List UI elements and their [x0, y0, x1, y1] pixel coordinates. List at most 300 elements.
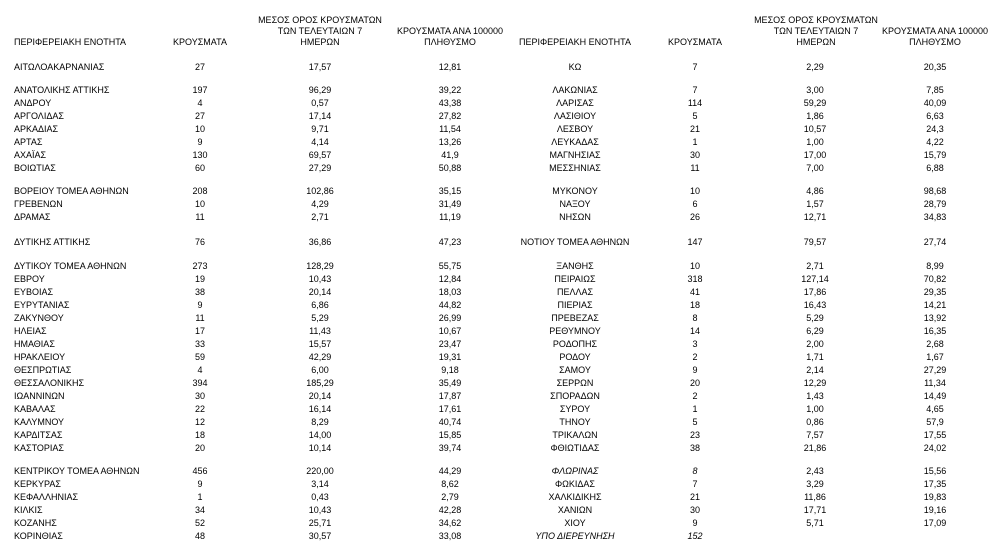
per100k-value: 12,81 [438, 62, 462, 72]
per100k-value: 44,29 [438, 466, 462, 476]
cases-value: 11 [195, 212, 205, 222]
header-cases-left: ΚΡΟΥΣΜΑΤΑ [173, 37, 227, 47]
cases-value: 20 [689, 378, 700, 388]
table-row [0, 123, 1002, 136]
region-name: ΕΥΒΟΙΑΣ [14, 287, 54, 297]
per100k-value: 39,22 [438, 85, 462, 95]
avg7-value: 3,14 [311, 479, 329, 489]
region-name: ΔΡΑΜΑΣ [14, 212, 51, 222]
avg7-value: 1,00 [806, 404, 824, 414]
per100k-value: 29,35 [923, 287, 947, 297]
table-row [0, 260, 1002, 273]
cases-value: 273 [192, 261, 208, 271]
per100k-value: 12,84 [438, 274, 462, 284]
avg7-value: 10,57 [803, 124, 827, 134]
avg7-value: 6,00 [311, 365, 329, 375]
region-name: ΛΕΣΒΟΥ [556, 124, 594, 134]
cases-value: 30 [689, 505, 700, 515]
region-name: ΘΕΣΠΡΩΤΙΑΣ [14, 365, 72, 375]
avg7-value: 11,43 [309, 326, 331, 336]
region-name: ΑΙΤΩΛΟΑΚΑΡΝΑΝΙΑΣ [14, 62, 105, 72]
avg7-value: 1,86 [806, 111, 824, 121]
per100k-value: 11,34 [924, 378, 946, 388]
per100k-value: 18,03 [438, 287, 462, 297]
avg7-value: 8,29 [311, 417, 329, 427]
per100k-value: 13,26 [438, 137, 462, 147]
avg7-value: 128,29 [306, 261, 334, 271]
per100k-value: 40,09 [923, 98, 947, 108]
avg7-value: 0,57 [311, 98, 329, 108]
avg7-value: 2,14 [806, 365, 824, 375]
per100k-value: 4,22 [926, 137, 944, 147]
cases-value: 10 [689, 261, 700, 271]
region-name: ΗΡΑΚΛΕΙΟΥ [14, 352, 66, 362]
cases-value: 114 [687, 98, 703, 108]
per100k-value: 19,31 [438, 352, 462, 362]
region-name: ΡΟΔΟΥ [559, 352, 591, 362]
region-name: ΙΩΑΝΝΙΝΩΝ [14, 391, 65, 401]
region-name: ΣΠΟΡΑΔΩΝ [550, 391, 600, 401]
per100k-value: 35,15 [438, 186, 462, 196]
cases-value: 26 [689, 212, 700, 222]
per100k-value: 17,09 [923, 518, 947, 528]
table-row [0, 84, 1002, 97]
region-name: ΚΑΡΔΙΤΣΑΣ [14, 430, 63, 440]
header-avg7-left: ΜΕΣΟΣ ΟΡΟΣ ΚΡΟΥΣΜΑΤΩΝ ΤΩΝ ΤΕΛΕΥΤΑΙΩΝ 7 ΗΜΕΡΩΝ [258, 15, 382, 47]
avg7-value: 5,29 [806, 313, 824, 323]
table-row [0, 416, 1002, 429]
per100k-value: 11,54 [439, 124, 461, 134]
per100k-value: 17,55 [923, 430, 947, 440]
region-name: ΚΟΖΑΝΗΣ [14, 518, 57, 528]
avg7-value: 3,00 [806, 85, 824, 95]
avg7-value: 17,86 [803, 287, 827, 297]
cases-value: 9 [197, 479, 203, 489]
avg7-value: 20,14 [308, 287, 332, 297]
region-name: ΧΙΟΥ [564, 518, 586, 528]
cases-value: 130 [192, 150, 208, 160]
region-name: ΝΑΞΟΥ [559, 199, 591, 209]
region-name: ΑΝΑΤΟΛΙΚΗΣ ΑΤΤΙΚΗΣ [14, 85, 110, 95]
avg7-value: 17,00 [803, 150, 827, 160]
table-row [0, 338, 1002, 351]
cases-value: 60 [194, 163, 205, 173]
table-row [0, 110, 1002, 123]
table-row [0, 198, 1002, 211]
avg7-value: 21,86 [803, 443, 827, 453]
cases-value: 11 [690, 163, 700, 173]
cases-value: 8 [692, 313, 698, 323]
cases-value: 5 [692, 417, 698, 427]
avg7-value: 0,86 [806, 417, 824, 427]
region-name: ΠΡΕΒΕΖΑΣ [551, 313, 599, 323]
avg7-value: 15,57 [308, 339, 332, 349]
region-name: ΒΟΙΩΤΙΑΣ [14, 163, 56, 173]
region-name: ΑΡΓΟΛΙΔΑΣ [14, 111, 64, 121]
per100k-value: 14,21 [923, 300, 947, 310]
header-avg7-right: ΜΕΣΟΣ ΟΡΟΣ ΚΡΟΥΣΜΑΤΩΝ ΤΩΝ ΤΕΛΕΥΤΑΙΩΝ 7 ΗΜΕΡΩΝ [754, 15, 878, 47]
region-name: ΠΕΙΡΑΙΩΣ [554, 274, 596, 284]
table-row [0, 377, 1002, 390]
table-row [0, 478, 1002, 491]
per100k-value: 23,47 [438, 339, 462, 349]
region-name: ΑΝΔΡΟΥ [14, 98, 52, 108]
avg7-value: 20,14 [308, 391, 332, 401]
cases-value: 19 [194, 274, 205, 284]
cases-value: 9 [197, 137, 203, 147]
region-name: ΝΗΣΩΝ [559, 212, 591, 222]
cases-value: 9 [692, 518, 698, 528]
avg7-value: 4,86 [806, 186, 824, 196]
cases-value: 3 [692, 339, 698, 349]
avg7-value: 25,71 [308, 518, 332, 528]
per100k-value: 33,08 [438, 531, 462, 541]
region-name: ΔΥΤΙΚΗΣ ΑΤΤΙΚΗΣ [14, 237, 91, 247]
header-cases-right: ΚΡΟΥΣΜΑΤΑ [668, 37, 722, 47]
per100k-value: 55,75 [438, 261, 462, 271]
avg7-value: 96,29 [308, 85, 332, 95]
region-name: ΤΡΙΚΑΛΩΝ [552, 430, 598, 440]
region-name: ΒΟΡΕΙΟΥ ΤΟΜΕΑ ΑΘΗΝΩΝ [14, 186, 129, 196]
cases-value: 41 [689, 287, 700, 297]
per100k-value: 47,23 [438, 237, 462, 247]
avg7-value: 12,71 [803, 212, 827, 222]
region-name: ΑΡΚΑΔΙΑΣ [14, 124, 59, 134]
avg7-value: 16,43 [803, 300, 827, 310]
avg7-value: 17,57 [308, 62, 332, 72]
avg7-value: 11,86 [804, 492, 826, 502]
region-name: ΚΟΡΙΝΘΙΑΣ [14, 531, 63, 541]
cases-value: 456 [192, 466, 208, 476]
per100k-value: 26,99 [438, 313, 462, 323]
avg7-value: 6,29 [806, 326, 824, 336]
avg7-value: 2,29 [806, 62, 824, 72]
cases-value: 10 [689, 186, 700, 196]
avg7-value: 7,57 [806, 430, 824, 440]
cases-value: 10 [194, 199, 205, 209]
per100k-value: 17,61 [438, 404, 462, 414]
per100k-value: 13,92 [923, 313, 947, 323]
cases-value: 197 [192, 85, 208, 95]
per100k-value: 39,74 [438, 443, 462, 453]
cases-value: 5 [692, 111, 698, 121]
avg7-value: 5,29 [311, 313, 329, 323]
cases-value: 147 [687, 237, 703, 247]
cases-value: 1 [692, 404, 698, 414]
cases-value: 38 [194, 287, 205, 297]
avg7-value: 59,29 [803, 98, 827, 108]
table-row [0, 517, 1002, 530]
cases-value: 18 [194, 430, 205, 440]
region-name: ΧΑΛΚΙΔΙΚΗΣ [548, 492, 602, 502]
cases-value: 9 [197, 300, 203, 310]
region-name: ΡΕΘΥΜΝΟΥ [549, 326, 601, 336]
per100k-value: 16,35 [923, 326, 947, 336]
per100k-value: 27,82 [438, 111, 462, 121]
per100k-value: 50,88 [438, 163, 462, 173]
avg7-value: 69,57 [308, 150, 332, 160]
region-name: ΘΕΣΣΑΛΟΝΙΚΗΣ [14, 378, 85, 388]
region-name: ΥΠΟ ΔΙΕΡΕΥΝΗΣΗ [535, 531, 615, 541]
per100k-value: 10,67 [438, 326, 462, 336]
avg7-value: 5,71 [806, 518, 824, 528]
cases-value: 76 [194, 237, 205, 247]
table-row [0, 286, 1002, 299]
region-name: ΗΜΑΘΙΑΣ [14, 339, 55, 349]
avg7-value: 2,71 [311, 212, 329, 222]
region-name: ΦΛΩΡΙΝΑΣ [551, 466, 599, 476]
avg7-value: 17,14 [308, 111, 332, 121]
cases-value: 2 [692, 391, 698, 401]
table-row [0, 429, 1002, 442]
avg7-value: 6,86 [311, 300, 329, 310]
avg7-value: 1,00 [806, 137, 824, 147]
per100k-value: 15,85 [438, 430, 462, 440]
cases-value: 152 [687, 531, 703, 541]
table-row [0, 211, 1002, 224]
table-row [0, 504, 1002, 517]
per100k-value: 40,74 [438, 417, 462, 427]
header-region-left: ΠΕΡΙΦΕΡΕΙΑΚΗ ΕΝΟΤΗΤΑ [14, 37, 127, 47]
per100k-value: 27,74 [923, 237, 947, 247]
cases-value: 27 [194, 111, 205, 121]
table-row [0, 236, 1002, 249]
table-row [0, 325, 1002, 338]
region-name: ΛΑΡΙΣΑΣ [556, 98, 594, 108]
region-name: ΗΛΕΙΑΣ [14, 326, 47, 336]
avg7-value: 16,14 [308, 404, 332, 414]
table-row [0, 97, 1002, 110]
table-row [0, 530, 1002, 543]
cases-value: 4 [197, 98, 203, 108]
avg7-value: 17,71 [803, 505, 827, 515]
region-name: ΛΕΥΚΑΔΑΣ [551, 137, 599, 147]
avg7-value: 102,86 [306, 186, 334, 196]
per100k-value: 24,3 [926, 124, 944, 134]
region-name: ΤΗΝΟΥ [559, 417, 591, 427]
avg7-value: 12,29 [803, 378, 827, 388]
per100k-value: 34,83 [923, 212, 947, 222]
per100k-value: 11,19 [439, 212, 461, 222]
region-name: ΚΑΒΑΛΑΣ [14, 404, 56, 414]
region-name: ΜΕΣΣΗΝΙΑΣ [549, 163, 601, 173]
avg7-value: 9,71 [311, 124, 329, 134]
per100k-value: 43,38 [438, 98, 462, 108]
cases-value: 21 [689, 124, 700, 134]
cases-value: 27 [194, 62, 205, 72]
cases-value: 14 [689, 326, 700, 336]
per100k-value: 41,9 [441, 150, 459, 160]
per100k-value: 35,49 [438, 378, 462, 388]
per100k-value: 17,87 [438, 391, 462, 401]
per100k-value: 6,88 [926, 163, 944, 173]
region-name: ΕΒΡΟΥ [14, 274, 45, 284]
per100k-value: 19,16 [923, 505, 947, 515]
table-row [0, 299, 1002, 312]
table-row [0, 136, 1002, 149]
per100k-value: 98,68 [923, 186, 947, 196]
avg7-value: 0,43 [311, 492, 329, 502]
region-name: ΑΡΤΑΣ [14, 137, 43, 147]
per100k-value: 28,79 [923, 199, 947, 209]
cases-value: 12 [194, 417, 205, 427]
cases-value: 1 [692, 137, 698, 147]
per100k-value: 44,82 [438, 300, 462, 310]
table-row [0, 273, 1002, 286]
avg7-value: 14,00 [308, 430, 332, 440]
region-name: ΜΥΚΟΝΟΥ [552, 186, 598, 196]
region-name: ΑΧΑΪΑΣ [14, 150, 47, 160]
cases-value: 34 [194, 505, 205, 515]
per100k-value: 42,28 [438, 505, 462, 515]
cases-value: 21 [689, 492, 700, 502]
header-per100k-left: ΚΡΟΥΣΜΑΤΑ ΑΝΑ 100000 ΠΛΗΘΥΣΜΟ [397, 26, 503, 47]
avg7-value: 36,86 [308, 237, 332, 247]
per100k-value: 14,49 [923, 391, 947, 401]
per100k-value: 4,65 [926, 404, 944, 414]
table-row [0, 185, 1002, 198]
cases-value: 8 [692, 466, 698, 476]
region-name: ΚΑΛΥΜΝΟΥ [14, 417, 65, 427]
per100k-value: 2,79 [441, 492, 459, 502]
per100k-value: 15,79 [923, 150, 947, 160]
region-name: ΔΥΤΙΚΟΥ ΤΟΜΕΑ ΑΘΗΝΩΝ [14, 261, 127, 271]
region-name: ΣΥΡΟΥ [559, 404, 591, 414]
cases-value: 7 [692, 479, 698, 489]
region-name: ΓΡΕΒΕΝΩΝ [14, 199, 63, 209]
avg7-value: 27,29 [308, 163, 332, 173]
cases-value: 318 [687, 274, 703, 284]
region-name: ΣΑΜΟΥ [559, 365, 591, 375]
cases-value: 7 [692, 62, 698, 72]
region-name: ΦΘΙΩΤΙΔΑΣ [550, 443, 600, 453]
cases-value: 10 [194, 124, 205, 134]
avg7-value: 30,57 [308, 531, 332, 541]
region-name: ΣΕΡΡΩΝ [556, 378, 594, 388]
avg7-value: 7,00 [806, 163, 824, 173]
cases-value: 4 [197, 365, 203, 375]
per100k-value: 19,83 [923, 492, 947, 502]
region-name: ΞΑΝΘΗΣ [556, 261, 594, 271]
cases-value: 2 [692, 352, 698, 362]
avg7-value: 2,43 [806, 466, 824, 476]
avg7-value: 4,14 [311, 137, 329, 147]
cases-value: 394 [192, 378, 208, 388]
table-row [0, 162, 1002, 175]
table-row [0, 465, 1002, 478]
avg7-value: 4,29 [311, 199, 329, 209]
header-per100k-right: ΚΡΟΥΣΜΑΤΑ ΑΝΑ 100000 ΠΛΗΘΥΣΜΟ [882, 26, 988, 47]
region-name: ΡΟΔΟΠΗΣ [552, 339, 598, 349]
per100k-value: 24,02 [923, 443, 947, 453]
cases-value: 33 [194, 339, 205, 349]
table-row [0, 491, 1002, 504]
avg7-value: 2,71 [806, 261, 824, 271]
per100k-value: 8,62 [441, 479, 459, 489]
region-name: ΛΑΚΩΝΙΑΣ [552, 85, 598, 95]
cases-value: 1 [197, 492, 203, 502]
per100k-value: 2,68 [926, 339, 944, 349]
table-row [0, 390, 1002, 403]
cases-value: 30 [194, 391, 205, 401]
per100k-value: 20,35 [923, 62, 947, 72]
per100k-value: 31,49 [438, 199, 462, 209]
avg7-value: 185,29 [306, 378, 334, 388]
avg7-value: 1,43 [806, 391, 824, 401]
cases-value: 22 [194, 404, 205, 414]
table-row [0, 61, 1002, 74]
avg7-value: 42,29 [308, 352, 332, 362]
cases-value: 18 [689, 300, 700, 310]
per100k-value: 9,18 [441, 365, 459, 375]
cases-value: 20 [194, 443, 205, 453]
avg7-value: 10,14 [308, 443, 332, 453]
per100k-value: 17,35 [923, 479, 947, 489]
avg7-value: 220,00 [306, 466, 334, 476]
per100k-value: 8,99 [926, 261, 944, 271]
region-name: ΧΑΝΙΩΝ [557, 505, 593, 515]
per100k-value: 15,56 [923, 466, 947, 476]
avg7-value: 2,00 [806, 339, 824, 349]
region-name: ΠΙΕΡΙΑΣ [557, 300, 593, 310]
region-name: ΕΥΡΥΤΑΝΙΑΣ [14, 300, 70, 310]
region-name: ΖΑΚΥΝΘΟΥ [14, 313, 64, 323]
cases-value: 52 [194, 518, 205, 528]
region-name: ΚΕΡΚΥΡΑΣ [14, 479, 61, 489]
region-name: ΜΑΓΝΗΣΙΑΣ [549, 150, 601, 160]
table-row [0, 442, 1002, 455]
cases-value: 11 [195, 313, 205, 323]
cases-value: 6 [692, 199, 698, 209]
table-row [0, 312, 1002, 325]
region-name: ΦΩΚΙΔΑΣ [555, 479, 595, 489]
cases-value: 48 [194, 531, 205, 541]
cases-value: 9 [692, 365, 698, 375]
per100k-value: 70,82 [923, 274, 947, 284]
per100k-value: 27,29 [923, 365, 947, 375]
header-region-right: ΠΕΡΙΦΕΡΕΙΑΚΗ ΕΝΟΤΗΤΑ [518, 37, 632, 47]
cases-value: 38 [689, 443, 700, 453]
cases-value: 208 [192, 186, 208, 196]
cases-value: 30 [689, 150, 700, 160]
region-name: ΚΙΛΚΙΣ [14, 505, 43, 515]
avg7-value: 3,29 [806, 479, 824, 489]
region-name: ΚΩ [568, 62, 582, 72]
cases-value: 23 [689, 430, 700, 440]
avg7-value: 127,14 [801, 274, 829, 284]
region-name: ΛΑΣΙΘΙΟΥ [553, 111, 597, 121]
per100k-value: 1,67 [926, 352, 944, 362]
region-name: ΚΕΦΑΛΛΗΝΙΑΣ [14, 492, 79, 502]
avg7-value: 1,71 [806, 352, 824, 362]
cases-value: 59 [194, 352, 205, 362]
per100k-value: 34,62 [438, 518, 462, 528]
region-name: ΝΟΤΙΟΥ ΤΟΜΕΑ ΑΘΗΝΩΝ [520, 237, 630, 247]
region-name: ΠΕΛΛΑΣ [556, 287, 594, 297]
cases-value: 17 [194, 326, 205, 336]
avg7-value: 1,57 [806, 199, 824, 209]
region-name: ΚΕΝΤΡΙΚΟΥ ΤΟΜΕΑ ΑΘΗΝΩΝ [14, 466, 140, 476]
table-row [0, 364, 1002, 377]
per100k-value: 6,63 [926, 111, 944, 121]
table-row [0, 403, 1002, 416]
region-name: ΚΑΣΤΟΡΙΑΣ [14, 443, 64, 453]
cases-value: 7 [692, 85, 698, 95]
avg7-value: 79,57 [803, 237, 827, 247]
per100k-value: 57,9 [926, 417, 944, 427]
table-row [0, 149, 1002, 162]
avg7-value: 10,43 [308, 505, 332, 515]
